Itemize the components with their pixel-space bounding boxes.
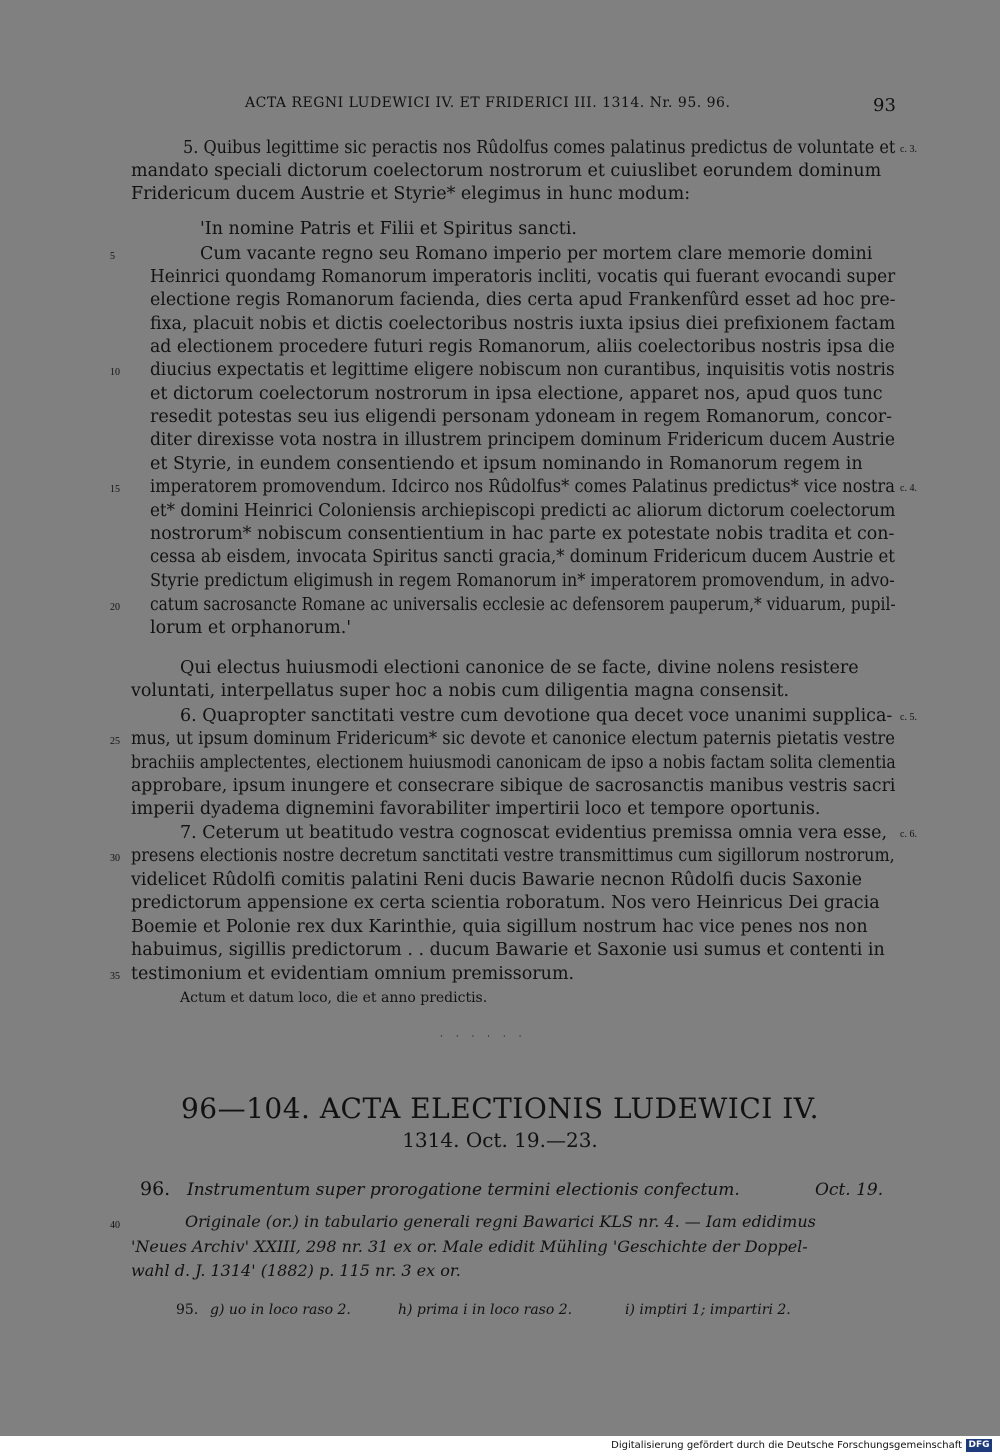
source-line: wahl d. J. 1314' (1882) p. 115 nr. 3 ex or. [131,1261,461,1280]
body-line: nostrorum* nobiscum consentientium in hac parte ex potestate nobis tradita et con- [150,524,895,544]
body-line: predictorum appensione ex certa scientia roboratum. Nos vero Heinricus Dei gracia [131,893,880,913]
section-divider: · · · · · · [440,1032,527,1042]
body-line: catum sacrosancte Romane ac universalis ecclesie ac defensorem pauperum,* viduarum, pupil- [150,595,896,615]
footnote-g: g) uo in loco raso 2. [210,1302,351,1318]
line-number: 20 [110,602,120,613]
section-date: 1314. Oct. 19.—23. [402,1128,598,1152]
footnote-i: i) imptiri 1; impartiri 2. [625,1302,791,1318]
body-line: et* domini Heinrici Coloniensis archiepiscopi predicti ac aliorum dictorum coelectorum [150,501,896,521]
line-number: 40 [110,1220,120,1231]
source-line: Originale (or.) in tabulario generali regni Bawarici KLS nr. 4. — Iam edidimus [185,1212,816,1231]
line-number: 25 [110,736,120,747]
chapter-marginal: c. 3. [900,144,917,155]
body-line: ad electionem procedere futuri regis Romanorum, aliis coelectoribus nostris ipsa die [150,337,895,357]
doc-number: 96. [140,1178,171,1200]
line-number: 15 [110,484,120,495]
line-number: 30 [110,853,120,864]
footer-credit: Digitalisierung gefördert durch die Deutsche Forschungsgemeinschaft [611,1440,962,1451]
body-line: Cum vacante regno seu Romano imperio per mortem clare memorie domini [200,244,873,264]
body-line: 7. Ceterum ut beatitudo vestra cognoscat evidentius premissa omnia vera esse, [180,823,888,843]
body-line: mandato speciali dictorum coelectorum nostrorum et cuiuslibet eorundem dominum [131,161,882,181]
line-number: 5 [110,251,115,262]
body-line: resedit potestas seu ius eligendi personam ydoneam in regem Romanorum, concor- [150,407,893,427]
page-number: 93 [873,95,896,116]
running-title: ACTA REGNI LUDEWICI IV. ET FRIDERICI III. 1314. Nr. 95. 96. [245,95,731,111]
body-line: approbare, ipsum inungere et consecrare sibique de sacrosanctis manibus vestris sacri [131,776,896,796]
doc-title: Instrumentum super prorogatione termini electionis confectum. [187,1180,740,1200]
body-line: videlicet Rûdolfi comitis palatini Reni ducis Bawarie necnon Rûdolfi ducis Saxonie [131,870,862,890]
body-line: voluntati, interpellatus super hoc a nobis cum diligentia magna consensit. [131,681,790,701]
body-line: Boemie et Polonie rex dux Karinthie, quia sigillum nostrum hac vice penes nos non [131,917,868,937]
body-line: Heinrici quondamg Romanorum imperatoris incliti, vocatis qui fuerant evocandi super [150,267,896,287]
chapter-marginal: c. 4. [900,483,917,494]
body-line: Styrie predictum eligimush in regem Romanorum in* imperatorem promovendum, in advo- [150,571,895,591]
body-line: et Styrie, in eundem consentiendo et ipsum nominando in Romanorum regem in [150,454,863,474]
source-line: 'Neues Archiv' XXIII, 298 nr. 31 ex or. Male edidit Mühling 'Geschichte der Doppel- [131,1237,808,1256]
body-line: diucius expectatis et legittime eligere nobiscum non curantibus, inquisitis votis nostris [150,360,895,380]
dfg-logo: DFG [966,1439,992,1452]
body-line: presens electionis nostre decretum sanctitati vestre transmittimus cum sigillorum nostrorum, [131,846,895,866]
section-heading: 96—104. ACTA ELECTIONIS LUDEWICI IV. [180,1092,820,1125]
line-number: 10 [110,367,120,378]
body-line: brachiis amplectentes, electionem huiusmodi canonicam de ipso a nobis factam solita clementia [131,753,896,773]
footer-bar [0,1436,1000,1456]
body-line: et dictorum coelectorum nostrorum in ipsa electione, apparet nos, apud quos tunc [150,384,883,404]
body-line: 5. Quibus legittime sic peractis nos Rûdolfus comes palatinus predictus de voluntate et [183,138,896,158]
footnote-h: h) prima i in loco raso 2. [398,1302,573,1318]
body-line: 6. Quapropter sanctitati vestre cum devotione qua decet voce unanimi supplica- [180,706,893,726]
chapter-marginal: c. 5. [900,712,917,723]
body-line: imperatorem promovendum. Idcirco nos Rûdolfus* comes Palatinus predictus* vice nostra [150,477,895,497]
body-line: Fridericum ducem Austrie et Styrie* elegimus in hunc modum: [131,184,691,204]
body-line: electione regis Romanorum facienda, dies certa apud Frankenfûrd esset ad hoc pre- [150,290,896,310]
chapter-marginal: c. 6. [900,829,917,840]
body-line: fixa, placuit nobis et dictis coelectoribus nostris iuxta ipsius diei prefixionem factam [150,314,896,334]
line-number: 35 [110,971,120,982]
body-line: testimonium et evidentiam omnium premissorum. [131,964,575,984]
body-line: mus, ut ipsum dominum Fridericum* sic devote et canonice electum paternis pietatis vestre [131,729,895,749]
body-line: habuimus, sigillis predictorum . . ducum Bawarie et Saxonie usi sumus et contenti in [131,940,885,960]
page-header [0,95,1000,119]
footnote-ref: 95. [176,1302,199,1318]
body-line: imperii dyadema dignemini favorabiliter impertirii loco et tempore oportunis. [131,799,821,819]
body-line: Actum et datum loco, die et anno predictis. [180,990,488,1006]
body-line: diter direxisse vota nostra in illustrem principem dominum Fridericum ducem Austrie [150,430,895,450]
body-line: cessa ab eisdem, invocata Spiritus sancti gracia,* dominum Fridericum ducem Austrie et [150,547,895,567]
body-line: Qui electus huiusmodi electioni canonice de se facte, divine nolens resistere [180,658,859,678]
doc-date: Oct. 19. [815,1180,884,1200]
body-line: lorum et orphanorum.' [150,618,352,638]
body-line: 'In nomine Patris et Filii et Spiritus sancti. [200,219,577,239]
